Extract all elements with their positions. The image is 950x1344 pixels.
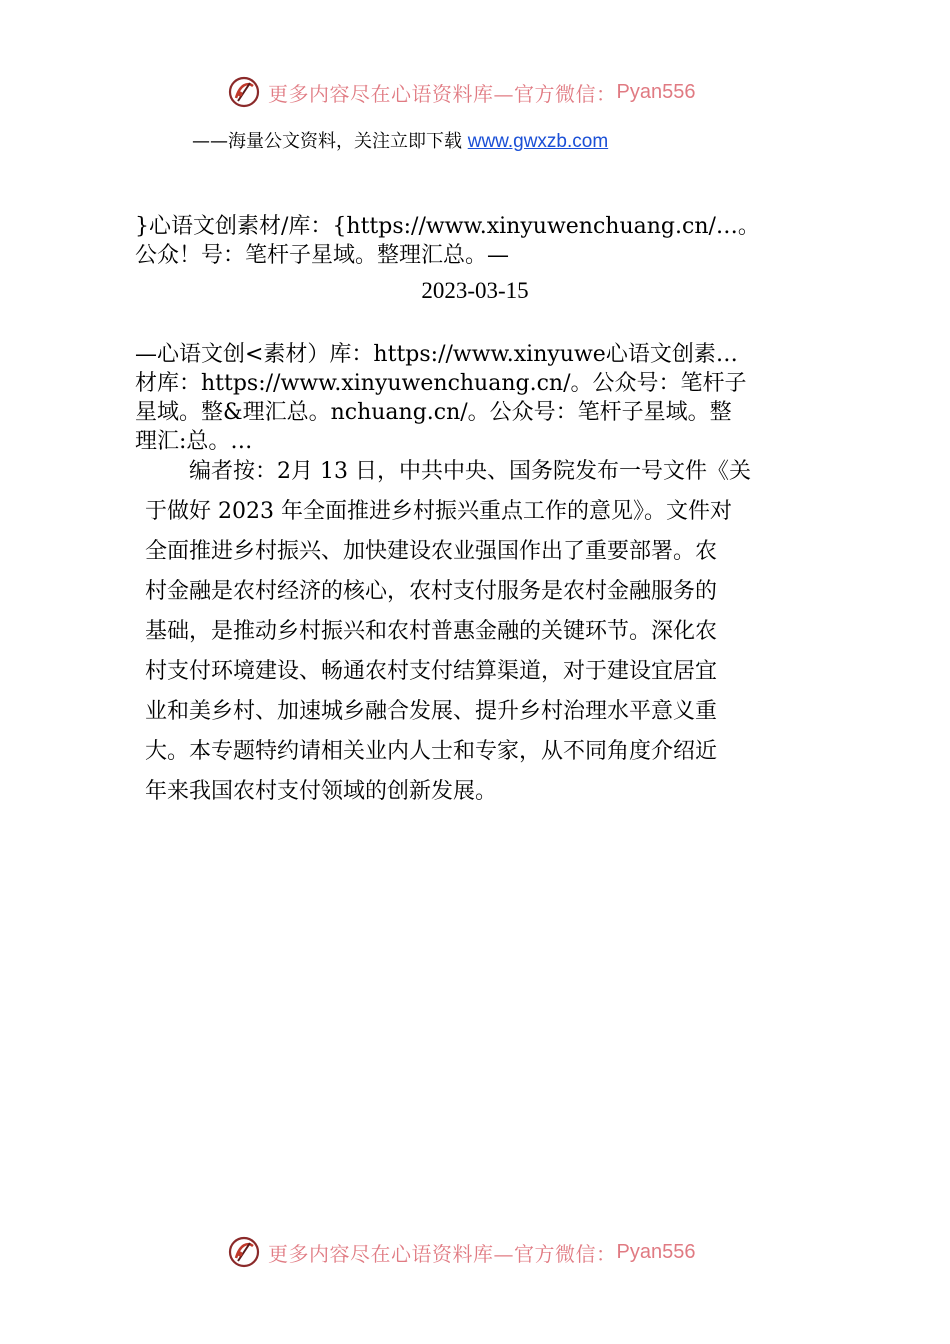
logo-icon — [226, 74, 262, 110]
paragraph-line: 大。本专题特约请相关业内人士和专家，从不同角度介绍近 — [145, 739, 718, 764]
source-notice-line: 公众！号：笔杆子星域。整理汇总。— — [135, 243, 510, 268]
banner-text: 更多内容尽在心语资料库—官方微信： — [268, 1241, 617, 1266]
source-notice-line: }心语文创素材/库：{https://www.xinyuwenchuang.cn/…。 — [135, 214, 760, 239]
paragraph-line: 村金融是农村经济的核心，农村支付服务是农村金融服务的 — [145, 579, 718, 604]
source-notice-line: —心语文创<素材）库：https://www.xinyuwe心语文创素… — [135, 342, 738, 367]
paragraph-line: 于做好 2023 年全面推进乡村振兴重点工作的意见》。文件对 — [145, 499, 732, 524]
source-notice-line: 星域。整&理汇总。nchuang.cn/。公众号：笔杆子星域。整 — [135, 400, 732, 425]
source-notice-line: 理汇:总。… — [135, 429, 253, 454]
logo-icon — [226, 1234, 262, 1270]
source-notice-block — [135, 212, 815, 270]
download-link[interactable]: www.gwxzb.com — [467, 131, 609, 152]
source-notice-block-2 — [135, 340, 815, 456]
document-date: 2023-03-15 — [421, 278, 529, 303]
footer-banner — [0, 1232, 950, 1272]
editor-note-paragraph — [145, 452, 810, 812]
paragraph-line: 编者按：2月 13 日，中共中央、国务院发布一号文件《关 — [145, 459, 751, 484]
download-subline — [192, 127, 608, 153]
paragraph-line: 基础，是推动乡村振兴和农村普惠金融的关键环节。深化农 — [145, 619, 718, 644]
subline-text: ——海量公文资料，关注立即下载 — [192, 131, 468, 152]
source-notice-line: 材库：https://www.xinyuwenchuang.cn/。公众号：笔杆子 — [135, 371, 747, 396]
paragraph-line: 全面推进乡村振兴、加快建设农业强国作出了重要部署。农 — [145, 539, 718, 564]
header-banner-content — [226, 72, 695, 112]
header-banner — [0, 72, 950, 112]
paragraph-line: 村支付环境建设、畅通农村支付结算渠道，对于建设宜居宜 — [145, 659, 718, 684]
paragraph-line: 年来我国农村支付领域的创新发展。 — [145, 779, 498, 804]
banner-wechat-id: Pyan556 — [616, 80, 696, 103]
banner-text: 更多内容尽在心语资料库—官方微信： — [268, 81, 617, 106]
paragraph-line: 业和美乡村、加速城乡融合发展、提升乡村治理水平意义重 — [145, 699, 718, 724]
banner-wechat-id: Pyan556 — [616, 1240, 696, 1263]
footer-banner-content — [226, 1232, 695, 1272]
